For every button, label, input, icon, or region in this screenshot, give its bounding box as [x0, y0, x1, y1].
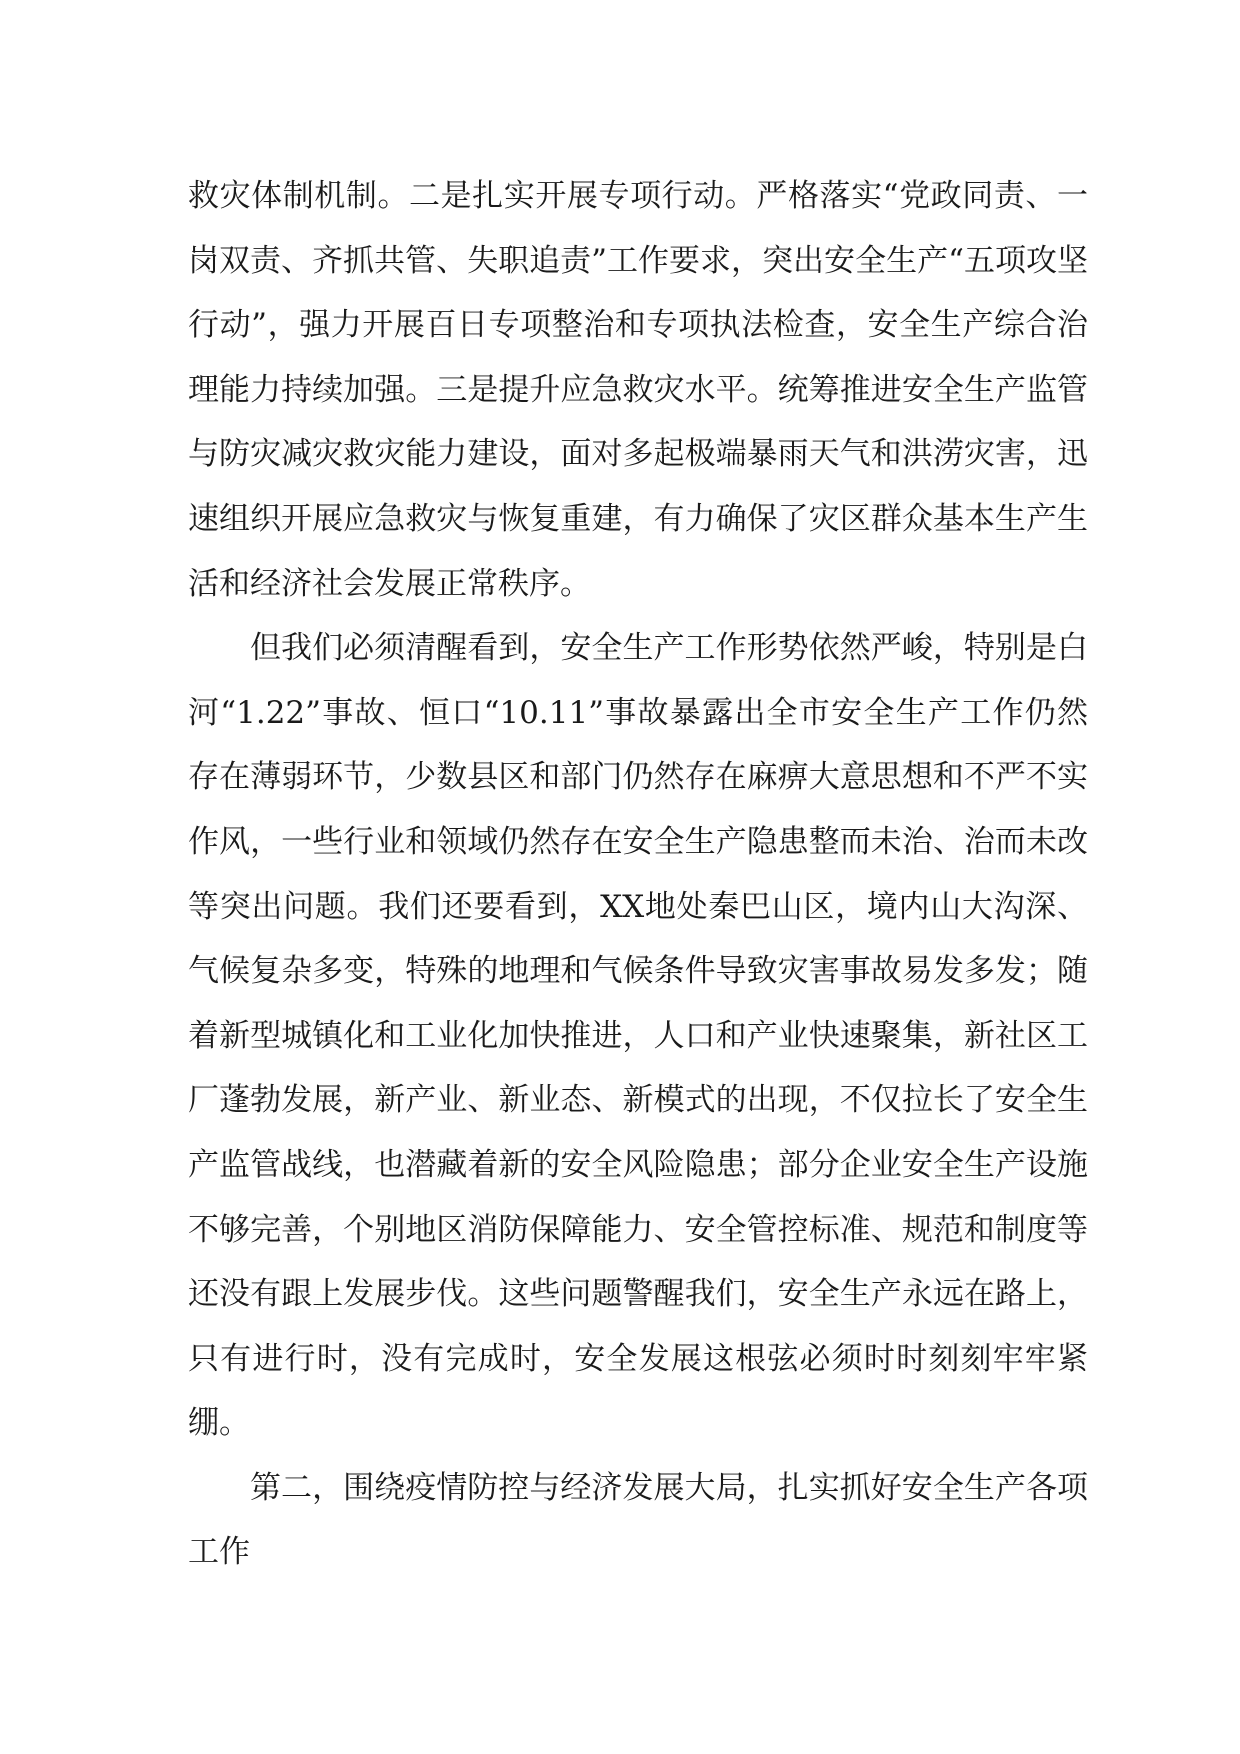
paragraph-safety-situation: 但我们必须清醒看到，安全生产工作形势依然严峻，特别是白河“1.22”事故、恒口“10.11”事故暴露出全市安全生产工作仍然存在薄弱环节，少数县区和部门仍然存在麻痹大意思想和不严不实作风，一些行业和领域仍然存在安全生产隐患整而未治、治而未改等突出问题。我们还要看到，XX地处秦巴山区，境内山大沟深、气候复杂多变，特殊的地理和气候条件导致灾害事故易发多发；随着新型城镇化和工业化加快推进，人口和产业快速聚集，新社区工厂蓬勃发展，新产业、新业态、新模式的出现，不仅拉长了安全生产监管战线，也潜藏着新的安全风险隐患；部分企业安全生产设施不够完善，个别地区消防保障能力、安全管控标准、规范和制度等还没有跟上发展步伐。这些问题警醒我们，安全生产永远在路上，只有进行时，没有完成时，安全发展这根弦必须时时刻刻牢牢紧绷。 [188, 630, 1088, 1442]
document-body [188, 164, 1088, 1585]
section-heading-second: 第二，围绕疫情防控与经济发展大局，扎实抓好安全生产各项工作 [188, 1469, 1088, 1571]
paragraph-continuation: 救灾体制机制。二是扎实开展专项行动。严格落实“党政同责、一岗双责、齐抓共管、失职追责”工作要求，突出安全生产“五项攻坚行动”，强力开展百日专项整治和专项执法检查，安全生产综合治理能力持续加强。三是提升应急救灾水平。统筹推进安全生产监管与防灾减灾救灾能力建设，面对多起极端暴雨天气和洪涝灾害，迅速组织开展应急救灾与恢复重建，有力确保了灾区群众基本生产生活和经济社会发展正常秩序。 [188, 178, 1088, 602]
